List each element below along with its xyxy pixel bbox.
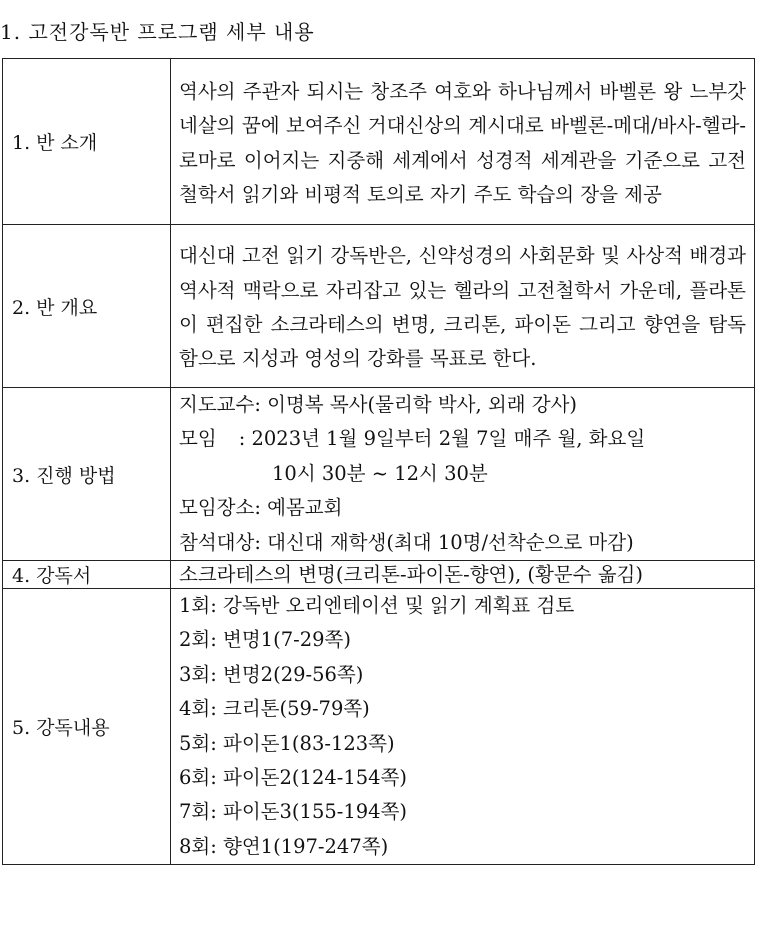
target-line: 참석대상: 대신대 재학생(최대 10명/선착순으로 마감) — [179, 530, 634, 554]
table-row-method — [3, 388, 755, 561]
row-label-method: 3. 진행 방법 — [3, 388, 171, 561]
overview-text: 대신대 고전 읽기 강독반은, 신약성경의 사회문화 및 사상적 배경과 역사적 맥락으로 자리잡고 있는 헬라의 고전철학서 가운데, 플라톤이 편집한 소크라테스의 변명, 크리톤, 파이돈 그리고 향연을 탐독함으로 지성과 영성의 강화를 목표로 한다. — [179, 244, 746, 371]
list-item: 7회: 파이돈3(155-194쪽) — [179, 800, 408, 824]
table-row-textbook — [3, 561, 755, 589]
professor-line: 지도교수: 이명복 목사(물리학 박사, 외래 강사) — [179, 393, 578, 416]
table-row-overview — [3, 225, 755, 388]
row-content-intro — [171, 59, 755, 225]
place-line: 모임장소: 예몸교회 — [179, 496, 343, 520]
intro-text: 역사의 주관자 되시는 창조주 여호와 하나님께서 바벨론 왕 느부갓네살의 꿈에 보여주신 거대신상의 계시대로 바벨론-메대/바사-헬라-로마로 이어지는 지중해 세계에서 성경적 세계관을 기준으로 고전 철학서 읽기와 비평적 토의로 자기 주도 학습의 장을 제공 — [179, 79, 746, 206]
meeting-time: 10시 30분 ~ 12시 30분 — [272, 461, 488, 485]
meeting-line — [179, 422, 746, 456]
program-table — [2, 58, 755, 865]
table-row-contents — [3, 589, 755, 865]
row-content-method — [171, 388, 755, 561]
list-item: 6회: 파이돈2(124-154쪽) — [179, 766, 408, 790]
row-label-intro: 1. 반 소개 — [3, 59, 171, 225]
meeting-separator: : — [238, 427, 246, 451]
meeting-label: 모임 — [179, 427, 217, 451]
list-item: 2회: 변명1(7-29쪽) — [179, 628, 351, 652]
meeting-date: 2023년 1월 9일부터 2월 7일 매주 월, 화요일 — [251, 427, 646, 451]
page-title: 1. 고전강독반 프로그램 세부 내용 — [0, 20, 315, 44]
row-content-overview — [171, 225, 755, 388]
row-content-contents — [171, 589, 755, 865]
list-item: 4회: 크리톤(59-79쪽) — [179, 697, 370, 721]
row-label-textbook: 4. 강독서 — [3, 561, 171, 589]
list-item: 5회: 파이돈1(83-123쪽) — [179, 731, 395, 755]
row-label-overview: 2. 반 개요 — [3, 225, 171, 388]
list-item: 8회: 향연1(197-247쪽) — [179, 834, 389, 858]
list-item: 3회: 변명2(29-56쪽) — [179, 662, 364, 686]
table-row-intro — [3, 59, 755, 225]
textbook-text: 소크라테스의 변명(크리톤-파이돈-향연), (황문수 옮김) — [179, 562, 643, 586]
row-label-contents: 5. 강독내용 — [3, 589, 171, 865]
row-content-textbook — [171, 561, 755, 589]
list-item: 1회: 강독반 오리엔테이션 및 읽기 계획표 검토 — [179, 594, 575, 618]
